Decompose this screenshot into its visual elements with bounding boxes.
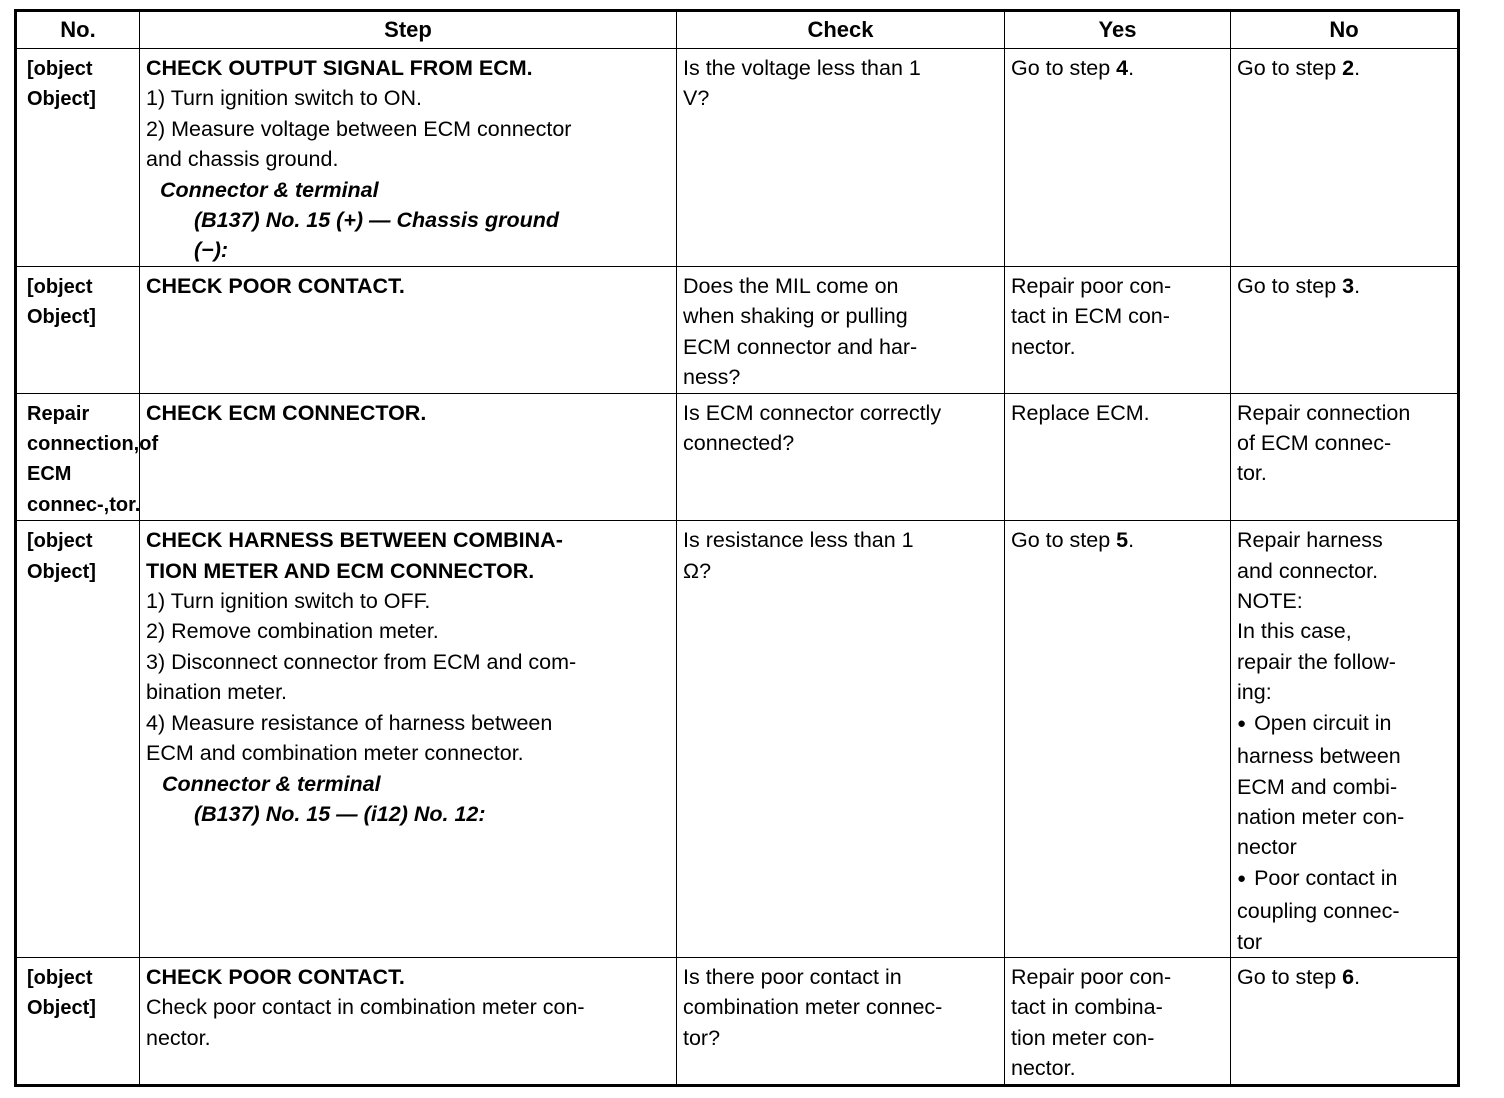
yes-line: Repair poor con- [1011, 964, 1172, 989]
check-line: V? [683, 86, 710, 111]
step-title: CHECK ECM CONNECTOR. [146, 400, 427, 425]
yes-cell [1005, 521, 1231, 958]
check-cell [677, 49, 1005, 267]
no-line: tor [1237, 929, 1263, 954]
check-line: tor? [683, 1025, 721, 1050]
yes-cell [1005, 957, 1231, 1085]
no-line: nector [1237, 835, 1297, 860]
no-line: of ECM connec- [1237, 431, 1392, 456]
check-line: Is the voltage less than 1 [683, 56, 921, 80]
yes-line: nector. [1011, 1056, 1076, 1081]
step-line: Check poor contact in combination meter con- [146, 995, 585, 1020]
connector-label: Connector & terminal [162, 771, 381, 796]
header-row [16, 11, 1459, 49]
step-title: CHECK POOR CONTACT. [146, 274, 405, 298]
row-number: [object Object] [16, 521, 140, 958]
table-row [16, 49, 1459, 267]
goto-step: Go to step 2. [1237, 56, 1361, 80]
step-line: 4) Measure resistance of harness between [146, 710, 553, 735]
table-row [16, 393, 1459, 521]
check-line: Ω? [683, 558, 712, 583]
table-row [16, 267, 1459, 394]
yes-line: nector. [1011, 334, 1076, 359]
step-cell [140, 393, 677, 521]
check-cell [677, 957, 1005, 1085]
header-step: Step [140, 11, 677, 49]
no-cell [1231, 521, 1459, 958]
check-line: ness? [683, 365, 741, 390]
step-cell [140, 267, 677, 394]
header-no-result: No [1231, 11, 1459, 49]
row-number: Repair connection,of ECM connec-,tor. [16, 393, 140, 521]
header-no: No. [16, 11, 140, 49]
table-row [16, 521, 1459, 958]
step-cell [140, 957, 677, 1085]
no-line: ECM and combi- [1237, 774, 1398, 799]
no-line: In this case, [1237, 619, 1352, 644]
no-cell [1231, 49, 1459, 267]
terminal-line: (B137) No. 15 — (i12) No. 12: [194, 801, 486, 826]
no-line: harness between [1237, 744, 1401, 769]
no-line: nation meter con- [1237, 804, 1405, 829]
no-line: Repair connection [1237, 400, 1411, 425]
no-line: repair the follow- [1237, 649, 1396, 674]
table-row [16, 957, 1459, 1085]
yes-line: tact in ECM con- [1011, 304, 1170, 329]
no-line: and connector. [1237, 558, 1379, 583]
no-line: ing: [1237, 680, 1272, 705]
step-line: 3) Disconnect connector from ECM and com- [146, 649, 577, 674]
header-check: Check [677, 11, 1005, 49]
yes-cell [1005, 393, 1231, 521]
check-cell [677, 267, 1005, 394]
check-line: Does the MIL come on [683, 274, 899, 298]
check-line: Is there poor contact in [683, 964, 902, 989]
check-cell [677, 521, 1005, 958]
yes-cell [1005, 267, 1231, 394]
header-yes: Yes [1005, 11, 1231, 49]
yes-line: tion meter con- [1011, 1025, 1155, 1050]
check-line: when shaking or pulling [683, 304, 908, 329]
step-cell [140, 49, 677, 267]
connector-label: Connector & terminal [160, 177, 379, 202]
step-line: bination meter. [146, 680, 288, 705]
step-title: CHECK HARNESS BETWEEN COMBINA- [146, 528, 563, 553]
step-line: 2) Measure voltage between ECM connector [146, 116, 572, 141]
terminal-line: (B137) No. 15 (+) — Chassis ground [194, 208, 559, 233]
step-title: CHECK OUTPUT SIGNAL FROM ECM. [146, 56, 533, 80]
yes-cell [1005, 49, 1231, 267]
yes-line: Repair poor con- [1011, 274, 1172, 298]
yes-line: Replace ECM. [1011, 400, 1150, 425]
row-number: [object Object] [16, 49, 140, 267]
goto-step: Go to step 6. [1237, 964, 1361, 989]
check-line: Is ECM connector correctly [683, 400, 942, 425]
bullet-item: ● Open circuit in [1237, 708, 1451, 741]
bullet-item: ● Poor contact in [1237, 863, 1451, 896]
step-line: nector. [146, 1025, 211, 1050]
yes-line: tact in combina- [1011, 995, 1163, 1020]
step-line: 2) Remove combination meter. [146, 619, 439, 644]
row-number: [object Object] [16, 267, 140, 394]
step-title: CHECK POOR CONTACT. [146, 964, 405, 989]
check-line: Is resistance less than 1 [683, 528, 914, 553]
step-cell [140, 521, 677, 958]
diagnostic-table [14, 9, 1460, 1087]
step-line: 1) Turn ignition switch to OFF. [146, 589, 431, 614]
no-cell [1231, 957, 1459, 1085]
step-title: TION METER AND ECM CONNECTOR. [146, 558, 535, 583]
no-line: Repair harness [1237, 528, 1383, 553]
step-line: and chassis ground. [146, 147, 339, 172]
goto-step: Go to step 5. [1011, 528, 1135, 553]
check-line: connected? [683, 431, 795, 456]
no-cell [1231, 267, 1459, 394]
check-line: combination meter connec- [683, 995, 943, 1020]
step-line: ECM and combination meter connector. [146, 741, 524, 766]
no-line: tor. [1237, 461, 1267, 486]
row-number: [object Object] [16, 957, 140, 1085]
check-cell [677, 393, 1005, 521]
step-line: 1) Turn ignition switch to ON. [146, 86, 423, 111]
no-cell [1231, 393, 1459, 521]
goto-step: Go to step 4. [1011, 56, 1135, 80]
terminal-line: (−): [194, 238, 229, 263]
goto-step: Go to step 3. [1237, 274, 1361, 298]
no-line: coupling connec- [1237, 899, 1400, 924]
check-line: ECM connector and har- [683, 334, 918, 359]
no-line: NOTE: [1237, 589, 1303, 614]
